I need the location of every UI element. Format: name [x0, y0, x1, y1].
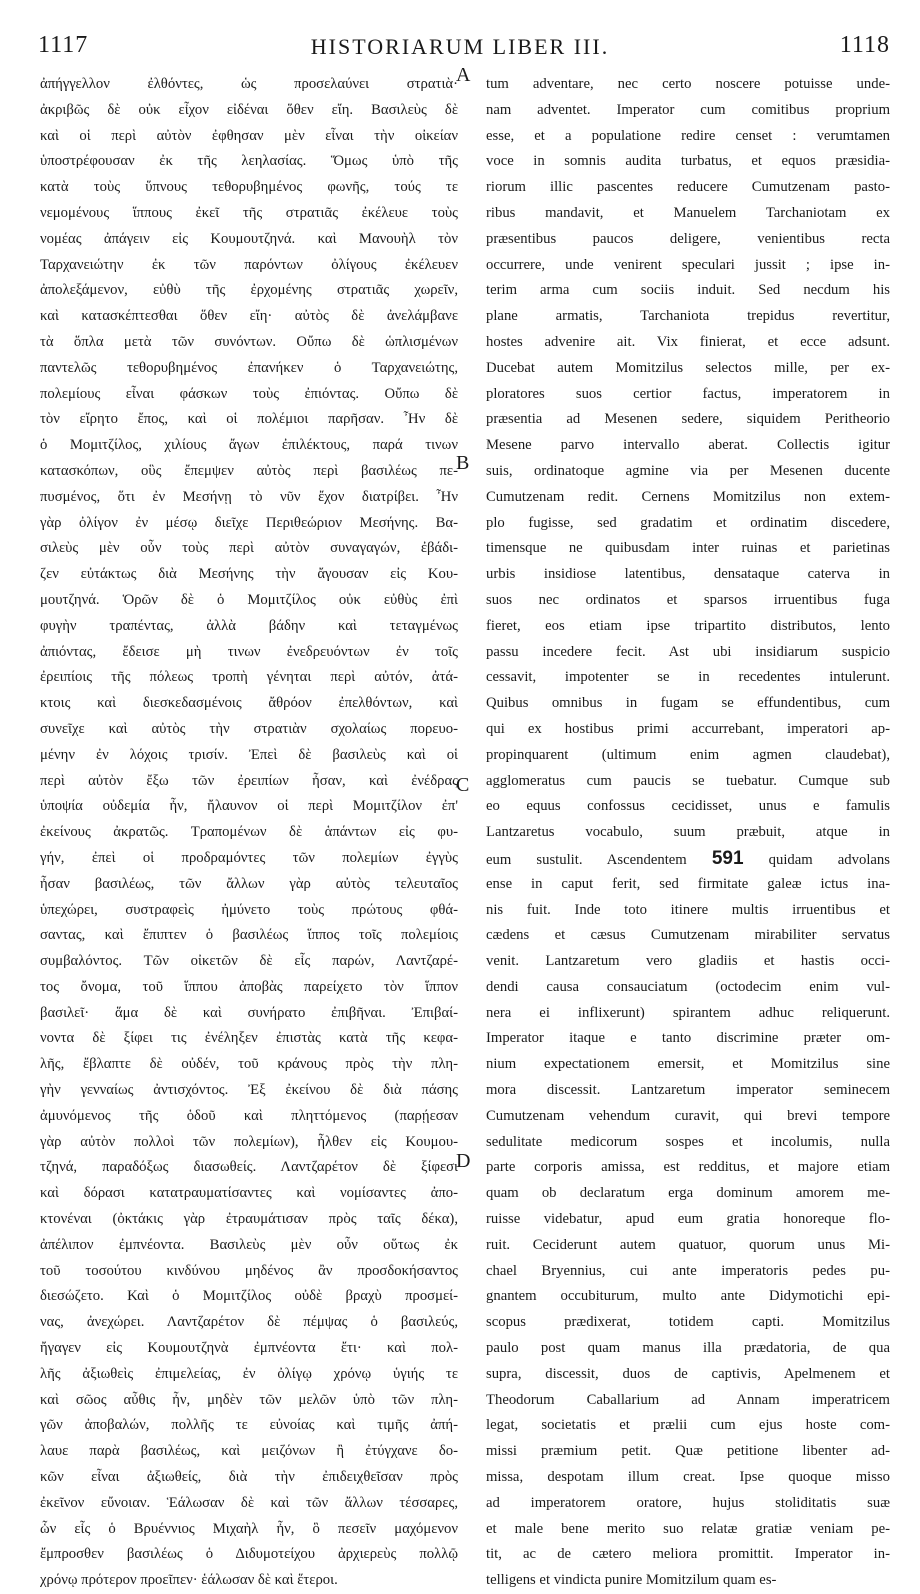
latin-text-line: urbis insidiose latentibus, densataque caterva in: [486, 566, 890, 583]
greek-text-line: τὰ ὅπλα μετὰ τῶν συνόντων. Οὔπω δὲ ὡπλισμένων: [40, 333, 458, 350]
greek-text-line: ἀπιόντας, ἔδεισε μὴ τινων ἐνεδρευόντων ἐν τοῖς: [40, 643, 458, 660]
greek-text-line: λῆς ἀξιωθεὶς ἐπιμελείας, ἐν ὀλίγῳ χρόνῳ ὑγιής τε: [40, 1365, 458, 1382]
latin-text-line: et male bene merito suo relatæ gratiæ veniam pe-: [486, 1520, 890, 1537]
latin-text-line: Theodorum Caballarium ad Annam imperatricem: [486, 1391, 890, 1408]
greek-text-line: περὶ αὐτὸν ἔξω τῶν ἐρειπίων ἦσαν, καὶ ἐνέδρας: [40, 772, 458, 789]
latin-text-line: eum sustulit. Ascendentem 591 quidam advolans: [486, 847, 890, 869]
latin-text-line: præsentia ad Mesenen sedere, siquidem Peritheorio: [486, 411, 890, 428]
latin-text-line: suos nec ordinatos et sparsos irruentibus fuga: [486, 591, 890, 608]
greek-text-line: νεμομένους ἵππους ἐκεῖ τῆς στρατιᾶς ἐκέλευε τοὺς: [40, 204, 458, 221]
greek-text-line: τὸν εἴρητο ἔπος, καὶ οἱ πολέμιοι παρῆσαν. Ἦν δὲ: [40, 411, 458, 428]
greek-text-line: τοῦ τοσούτου κινδύνου μηδένος ἂν προσδοκήσαντος: [40, 1262, 458, 1279]
greek-text-line: γὰρ ὀλίγον ἐν μέσῳ διεῖχε Περιθεώριον Μεσήνης. Βα-: [40, 514, 458, 531]
running-title: HISTORIARUM LIBER III.: [310, 34, 610, 59]
greek-text-line: κτοις καὶ διεσκεδασμένοις ἄθρόον ἐπελθόντων, καὶ: [40, 695, 458, 712]
greek-text-line: πυσμένος, ὅτι ἐν Μεσήνῃ τὸ νῦν ἔχον διατρίβει. Ἦν: [40, 488, 458, 505]
greek-text-line: καὶ οἱ περὶ αὐτὸν ἐφθησαν μὲν εἶναι τὴν οἰκείαν: [40, 127, 458, 144]
latin-text-line: Cumutzenam vehendum curavit, qui brevi tempore: [486, 1107, 890, 1124]
latin-text-line: quam ob declaratum erga dominum amorem me-: [486, 1185, 890, 1202]
latin-text-line: cædens et cæsus Cumutzenam mirabiliter servatus: [486, 927, 890, 944]
latin-text-line: Mesene parvo intervallo aberat. Collectis igitur: [486, 437, 890, 454]
greek-text-line: λαυε παρὰ βασιλέως, καὶ μειζόνων ἢ ἐτύγχανε δο-: [40, 1443, 458, 1460]
greek-text-line: πολεμίους εἶναι φάσκων τοὺς ἐπιόντας. Οὔπω δὲ: [40, 385, 458, 402]
latin-text-line: sedulitate medicorum sospes et incolumis, nulla: [486, 1133, 890, 1150]
greek-text-line: γῶν ἀποβαλών, πολλῆς τε εὐνοίας καὶ τιμῆς ἀπή-: [40, 1417, 458, 1434]
latin-text-line: nam adventet. Imperator cum comitibus proprium: [486, 101, 890, 118]
latin-text-line: chael Bryennius, cui ante imperatoris pedes pu-: [486, 1262, 890, 1279]
latin-text-line: nera ei inflixerunt) spirantem adhuc reliquerunt.: [486, 1004, 890, 1021]
greek-text-line: ἐκείνους ἀκρατῶς. Τραπομένων δὲ ἁπάντων εἰς φυ-: [40, 824, 458, 841]
latin-text-line: Lantzaretus vocabulo, suum præbuit, atque in: [486, 824, 890, 841]
latin-text-line: mora discessit. Lantzaretum imperator seminecem: [486, 1082, 890, 1099]
greek-text-line: κατὰ τοὺς ὕπνους τεθορυβημένος φωνῆς, τούς τε: [40, 179, 458, 196]
greek-text-line: τος ὄνομα, τοῦ ἵππου ἀποβὰς παρείχετο τὸν ἵππον: [40, 978, 458, 995]
latin-text-line: tit, ac de cætero meliora promittit. Imperator in-: [486, 1546, 890, 1563]
page-number-right: 1118: [839, 32, 890, 58]
latin-text-line: esse, et a populatione redire censet : verumtamen: [486, 127, 890, 144]
latin-text-line: legat, societatis et prælii cum ejus hoste com-: [486, 1417, 890, 1434]
greek-text-line: ἐρειπίοις τῆς πόλεως τροπὴ γένηται περὶ αὐτόν, ἀτά-: [40, 669, 458, 686]
greek-text-line: ἤγαγεν εἰς Κουμουτζηνὰ ἐμπνέοντα ἔτι· καὶ πολ-: [40, 1340, 458, 1357]
greek-text-line: συμβαλόντος. Τῶν οἰκετῶν δὲ εἷς παρών, Λαντζαρέ-: [40, 953, 458, 970]
latin-text-line: agglomeratus cum paucis se tuebatur. Cumque sub: [486, 772, 890, 789]
latin-text-line: venit. Lantzaretum vero gladiis et hastis occi-: [486, 953, 890, 970]
greek-text-line: νομέας ἀπάγειν εἰς Κουμουτζηνά. καὶ Μανουὴλ τὸν: [40, 230, 458, 247]
greek-text-line: Ταρχανειώτην ἐκ τῶν παρόντων ὀλίγους ἐκέλευεν: [40, 256, 458, 273]
greek-text-line: ἐκεῖνον εὔνοιαν. Ἑάλωσαν δὲ καὶ τῶν ἄλλων τέσσαρες,: [40, 1494, 458, 1511]
greek-text-line: ὁ Μομιτζίλος, χιλίους ἄγων ἐπιλέκτους, παρά τινων: [40, 437, 458, 454]
greek-text-line: κατασκόπων, οὓς ἔπεμψεν αὐτὸς περὶ βασιλέως πε-: [40, 462, 458, 479]
latin-text-line: ruit. Ceciderunt autem quatuor, quorum unus Mi-: [486, 1236, 890, 1253]
latin-text-line: occurrere, unde venirent speculari jussit ; ipse in-: [486, 256, 890, 273]
latin-text-line: scopus prædixerat, totidem capti. Momitzilus: [486, 1314, 890, 1331]
latin-text-line: fieret, eos etiam ipse tripartito distributos, lento: [486, 617, 890, 634]
latin-text-line: tum adventare, nec certo noscere potuisse unde-: [486, 76, 890, 92]
latin-text-line: plane armatis, Tarchaniota trepidus revertitur,: [486, 308, 890, 325]
greek-text-line: ἔμπροσθεν βασιλέως ὁ Διδυμοτείχου ἀρχιερεὺς πολλῷ: [40, 1546, 458, 1563]
greek-text-line: γὴν γενναίως ἀντισχόντος. Ἐξ ἐκείνου δὲ διὰ πάσης: [40, 1082, 458, 1099]
greek-text-line: βασιλεῖ· ἅμα δὲ καὶ συνήρατο ἐπιβῆναι. Ἐπιβαί-: [40, 1004, 458, 1021]
latin-text-line: ribus mandavit, et Manuelem Tarchaniotam ex: [486, 204, 890, 221]
greek-text-line: νοντα δὲ ξίφει τις ἐνέληξεν ἐπιστὰς κατὰ τῆς κεφα-: [40, 1030, 458, 1047]
latin-text-line: Quibus omnibus in fugam se effundentibus, cum: [486, 695, 890, 712]
greek-text-line: παντελῶς τεθορυβημένος ἐπανήκεν ὁ Ταρχανειώτης,: [40, 359, 458, 376]
greek-text-line: νας, ἀνεχώρει. Λαντζαρέτον δὲ πέμψας ὁ βασιλεύς,: [40, 1314, 458, 1331]
greek-text-line: συνεῖχε καὶ αὐτὸς τὴν στρατιὰν σχολαίως πορευο-: [40, 720, 458, 737]
greek-text-line: ζεν εὐτάκτως διὰ Μεσήνης τὴν ἄγουσαν εἰς Κου-: [40, 566, 458, 583]
greek-text-line: τζηνά, παραδόξως διασωθείς. Λαντζαρέτον δὲ ξίφεσι: [40, 1159, 458, 1176]
latin-text-line: missi præmium petit. Quæ petitione libenter ad-: [486, 1443, 890, 1460]
section-marker-d: D: [456, 1150, 471, 1172]
greek-text-line: γὰρ αὐτὸν πολλοὶ τῶν πολεμίων), ἦλθεν εἰς Κουμου-: [40, 1133, 458, 1150]
latin-text-line: riorum illic pascentes reducere Cumutzenam pasto-: [486, 179, 890, 196]
latin-text-line: paulo post quam manus illa prædatoria, de qua: [486, 1340, 890, 1357]
latin-text-line: propinquarent (ultimum enim agmen claudebat),: [486, 746, 890, 763]
latin-text-line: nis fuit. Inde toto itinere multis irruentibus et: [486, 901, 890, 918]
greek-text-line: φυγὴν τραπέντας, ἀλλὰ βάδην καὶ τεταγμένως: [40, 617, 458, 634]
greek-text-line: διεσώζετο. Καὶ ὁ Μομιτζίλος οὐδὲ βραχὺ προσμεί-: [40, 1288, 458, 1305]
latin-text-line: telligens et vindicta punire Momitzilum quam es-: [486, 1572, 777, 1589]
running-header: [30, 24, 890, 64]
greek-text-line: λῆς, ἔβλαπτε δὲ οὐδέν, τοῦ κράνους πρὸς τὴν πλη-: [40, 1056, 458, 1073]
greek-text-line: ὑποστρέφουσαν ἐκ τῆς λεηλασίας. Ὅμως ὑπὸ τῆς: [40, 153, 458, 170]
latin-text-line: terim arma cum sociis induit. Sed necdum his: [486, 282, 890, 299]
greek-text-line: μουτζηνά. Ὁρῶν δὲ ὁ Μομιτζίλος οὐκ εὐθὺς ἐπὶ: [40, 591, 458, 608]
page-number-left: 1117: [38, 32, 89, 58]
greek-text-line: ἀπήγγελλον ἐλθόντες, ὡς προσελαύνει στρατιὰ·: [40, 76, 458, 92]
latin-text-line: timensque ne quibusdam inter ruinas et parietinas: [486, 540, 890, 557]
latin-text-line: dendi causa consauciatum (octodecim enim vul-: [486, 978, 890, 995]
latin-text-line: missa, despotam illum creat. Ipse quoque misso: [486, 1469, 890, 1486]
greek-text-line: σαντας, καὶ ἔπιπτεν ὁ βασιλέως ἵππος τοῖς πολεμίοις: [40, 927, 458, 944]
greek-text-line: σιλεὺς μὲν οὖν τοὺς περὶ αὐτὸν συναγαγών, ἐβάδι-: [40, 540, 458, 557]
latin-text-line: Cumutzenam redit. Cernens Momitzilus non extem-: [486, 488, 890, 505]
greek-text-line: ὑποψία οὐδεμία ἦν, ἤλαυνον οἱ περὶ Μομιτζίλον ἐπ': [40, 798, 458, 815]
greek-text-line: ἀπολεξάμενον, εὐθὺ τῆς ἐρχομένης στρατιᾶς χωρεῖν,: [40, 282, 458, 299]
greek-text-line: ἀμυνόμενος τῆς ὁδοῦ καὶ πληττόμενος (παρῄεσαν: [40, 1107, 458, 1124]
latin-text-line: supra, discessit, duos de captivis, Apelmenem et: [486, 1365, 890, 1382]
section-marker-b: B: [456, 452, 470, 474]
greek-text-line: κτονέναι (ὀκτάκις γὰρ ἐτραυμάτισαν πρὸς ταῖς δέκα),: [40, 1211, 458, 1228]
latin-text-line: præsentibus paucos deligere, venientibus recta: [486, 230, 890, 247]
latin-text-line: voce in somnis audita turbatus, et equos præsidia-: [486, 153, 890, 170]
latin-text-line: qui ex hostibus primi accurrebant, imperatori ap-: [486, 720, 890, 737]
latin-text-line: cessavit, impotenter se in recedentes intulerunt.: [486, 669, 890, 686]
latin-text-line: passu incedere fecit. Ast ubi insidiarum suspicio: [486, 643, 890, 660]
greek-text-line: κῶν εἶναι ἀξιωθείς, διὰ τὴν ἐπιδειχθεῖσαν πρὸς: [40, 1469, 458, 1486]
latin-text-line: plo fugisse, sed gradatim et ordinatim discedere,: [486, 514, 890, 531]
greek-text-line: καὶ δόρασι κατατραυματίσαντες καὶ νομίσαντες ἀπο-: [40, 1185, 458, 1202]
latin-text-column: [486, 72, 890, 1594]
greek-text-line: χρόνῳ πρότερον προεῖπεν· ἑάλωσαν δὲ καὶ ἕτεροι.: [40, 1572, 338, 1589]
latin-text-line: nium expectationem emersit, et Momitzilus sine: [486, 1056, 890, 1073]
greek-text-line: ὧν εἷς ὁ Βρυέννιος Μιχαὴλ ἦν, ὃ πεσεῖν μαχόμενον: [40, 1520, 458, 1537]
greek-text-line: καὶ σῶος αὖθις ἦν, μηδὲν τῶν μελῶν ὑπὸ τῶν πλη-: [40, 1391, 458, 1408]
latin-text-line: ense in caput ferit, sed firmitate galeæ ictus ina-: [486, 875, 890, 892]
latin-text-line: hostes advenire ait. Vix finierat, et ecce adsunt.: [486, 333, 890, 350]
latin-text-line: ploratores suos certior factus, imperatorem in: [486, 385, 890, 402]
latin-text-line: eo equus confossus cecidisset, unus e famulis: [486, 798, 890, 815]
latin-text-line: parte corporis amissa, est redditus, et majore etiam: [486, 1159, 890, 1176]
greek-text-line: καὶ κατασκέπτεσθαι ὅθεν εἴη· αὐτὸς δὲ ἀνελάμβανε: [40, 308, 458, 325]
greek-text-line: ἦσαν βασιλέως, τῶν ἄλλων γὰρ αὐτὸς τελευταῖος: [40, 875, 458, 892]
latin-text-line: Imperator itaque e tanto discrimine præter om-: [486, 1030, 890, 1047]
latin-text-line: Ducebat autem Momitzilus selectos mille, per ex-: [486, 359, 890, 376]
greek-text-column: [40, 72, 458, 1594]
greek-text-line: ὑπεχώρει, συστραφεὶς ἠμύνετο τοὺς πρώτους φθά-: [40, 901, 458, 918]
greek-text-line: ἀκριβῶς δὲ οὐκ εἶχον εἰδέναι ὅθεν εἴη. Βασιλεὺς δὲ: [40, 101, 458, 118]
greek-text-line: ἀπέλιπον ἐμπνέοντα. Βασιλεὺς μὲν οὖν οὕτως ἐκ: [40, 1236, 458, 1253]
latin-text-line: suis, ordinatoque agmine via per Mesenen ducente: [486, 462, 890, 479]
greek-text-line: μένην ἐν λόχοις τρισίν. Ἐπεὶ δὲ βασιλεὺς καὶ οἱ: [40, 746, 458, 763]
latin-text-line: ad imperatorem oratore, hujus stoliditatis suæ: [486, 1494, 890, 1511]
greek-text-line: γήν, ἐπεὶ οἱ προδραμόντες τῶν πολεμίων ἐγγὺς: [40, 849, 458, 866]
section-marker-c: C: [456, 774, 470, 796]
sidenote-number: 591: [711, 847, 744, 869]
section-marker-a: A: [456, 64, 471, 86]
latin-text-line: ruisse videbatur, apud eum gratia honoreque flo-: [486, 1211, 890, 1228]
latin-text-line: gnantem occubiturum, multo ante Didymotichi epi-: [486, 1288, 890, 1305]
